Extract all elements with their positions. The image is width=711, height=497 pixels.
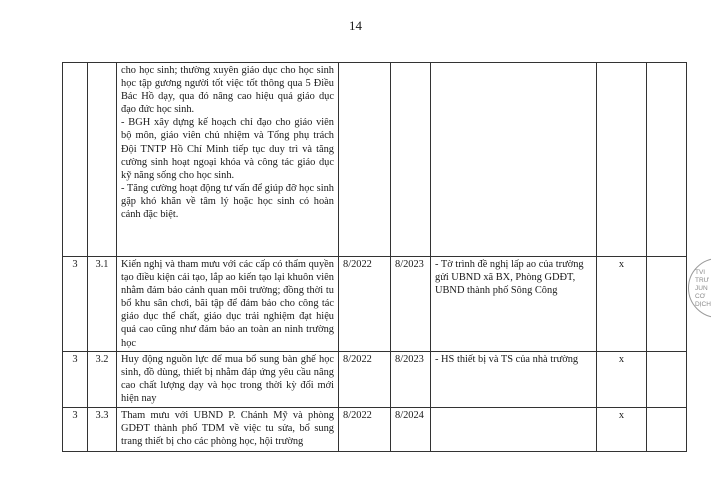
stamp-line: JUN [695, 285, 708, 292]
table-row [63, 257, 687, 352]
stamp-line: TVI [695, 269, 706, 276]
evidence-cell [431, 407, 597, 451]
check-cell [647, 351, 687, 407]
content-paragraph: cho học sinh; thường xuyên giáo dục cho học sinh học tập gương người tốt việc tốt thông qua 5 Điều Bác Hồ dạy, qua đó nâng cao hiệu quả giáo dục đạo đức học sinh. [121, 65, 334, 116]
table-row [63, 63, 687, 257]
stamp-line: CƠ [695, 293, 706, 300]
evidence-cell: - HS thiết bị và TS của nhà trường [431, 351, 597, 407]
content-paragraph: - BGH xây dựng kế hoạch chỉ đạo cho giáo viên bộ môn, giáo viên chủ nhiệm và Tổng phụ trách Đội TNTP Hồ Chí Minh tiếp tục duy trì và tăng cường sinh hoạt ngoại khóa và công tác giáo dục kỹ năng sống cho học sinh. [121, 117, 334, 181]
evidence-cell [431, 63, 597, 257]
page-number: 14 [349, 18, 362, 33]
stamp-line: DỊCH [695, 301, 711, 308]
content-cell [117, 407, 339, 451]
index-cell: 3.3 [88, 407, 117, 451]
stamp-text [695, 269, 711, 309]
content-paragraph: Huy động nguồn lực để mua bổ sung bàn ghế học sinh, đồ dùng, thiết bị nhằm đáp ứng yêu cầu nâng cao chất lượng dạy và học trong thời kỳ đổi mới hiện nay [121, 353, 334, 404]
content-cell [117, 257, 339, 352]
content-paragraph: Kiến nghị và tham mưu với các cấp có thẩm quyền tạo điều kiện cải tạo, lắp ao kiến tạo lại khuôn viên nhằm đảm bảo cảnh quan môi trường; đồng thời tu bổ khu sân chơi, bãi tập để đảm bảo cho công tác giáo dục thể chất, giáo dục trải nghiệm đạt hiệu quả cao cũng như đảm bảo an toàn an ninh trường học [121, 259, 334, 349]
check-cell [647, 63, 687, 257]
table-row [63, 407, 687, 451]
check-cell: x [597, 351, 647, 407]
content-paragraph: Tham mưu với UBND P. Chánh Mỹ và phòng GDĐT thành phố TDM về việc tu sửa, bổ sung trang thiết bị cho các phòng học, hội trường [121, 409, 334, 447]
end-cell: 8/2023 [391, 351, 431, 407]
evidence-cell: - Tờ trình đề nghị lấp ao của trường gửi UBND xã BX, Phòng GDĐT, UBND thành phố Sông Công [431, 257, 597, 352]
group-cell: 3 [63, 257, 88, 352]
check-cell [597, 63, 647, 257]
index-cell: 3.2 [88, 351, 117, 407]
start-cell: 8/2022 [339, 257, 391, 352]
end-cell: 8/2023 [391, 257, 431, 352]
plan-table [62, 62, 687, 452]
official-stamp [688, 258, 711, 318]
group-cell [63, 63, 88, 257]
index-cell: 3.1 [88, 257, 117, 352]
end-cell: 8/2024 [391, 407, 431, 451]
end-cell [391, 63, 431, 257]
content-cell [117, 63, 339, 257]
start-cell [339, 63, 391, 257]
check-cell: x [597, 257, 647, 352]
start-cell: 8/2022 [339, 351, 391, 407]
start-cell: 8/2022 [339, 407, 391, 451]
group-cell: 3 [63, 407, 88, 451]
content-cell [117, 351, 339, 407]
check-cell [647, 407, 687, 451]
content-paragraph: - Tăng cường hoạt động tư vấn để giúp đỡ học sinh gặp khó khăn về tâm lý hoặc học sinh có hoàn cảnh đặc biệt. [121, 182, 334, 221]
check-cell [647, 257, 687, 352]
table-row [63, 351, 687, 407]
index-cell [88, 63, 117, 257]
stamp-line: TRƯ [695, 277, 710, 284]
group-cell: 3 [63, 351, 88, 407]
check-cell: x [597, 407, 647, 451]
